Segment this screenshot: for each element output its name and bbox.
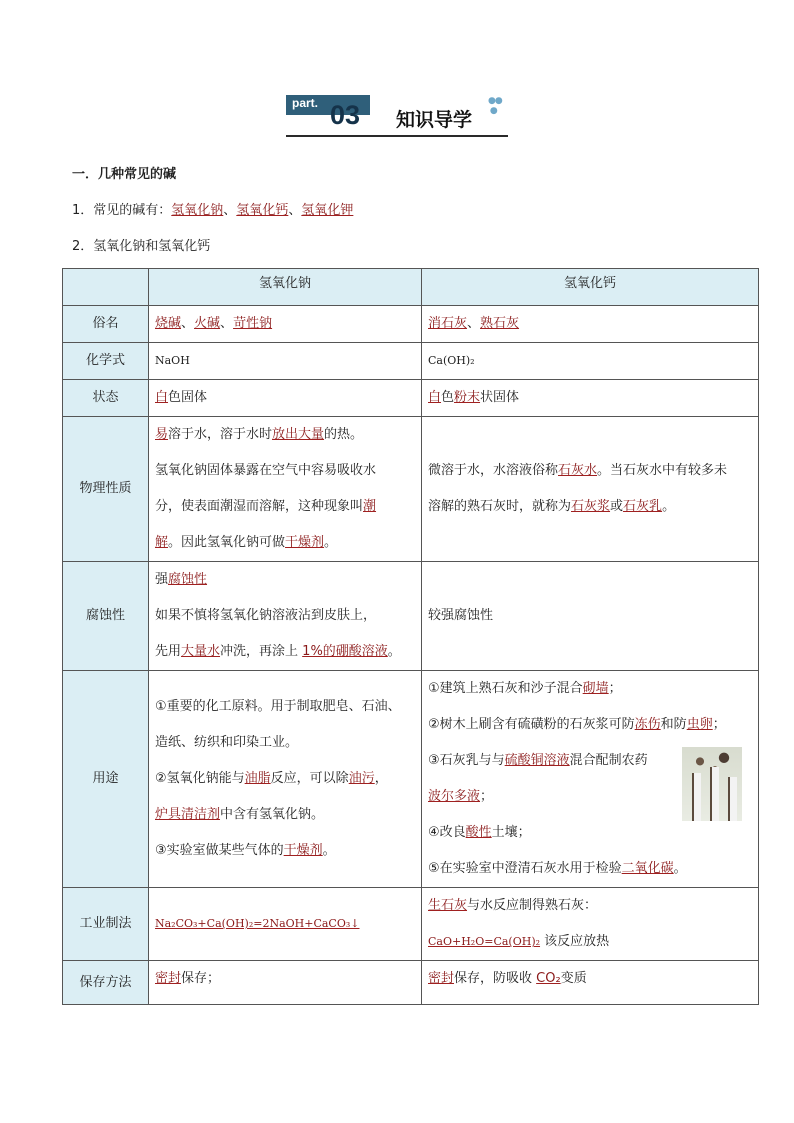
table-cell: 烧碱、火碱、苛性钠 — [149, 306, 422, 343]
table-cell: Na₂CO₃+Ca(OH)₂=2NaOH+CaCO₃↓ — [149, 888, 422, 961]
table-row — [63, 343, 759, 380]
table-cell: NaOH — [149, 343, 422, 380]
table-cell: ①重要的化工原料。用于制取肥皂、石油、 造纸、纺织和印染工业。 ②氢氧化钠能与油脂反应，可以除油污， 炉具清洁剂中含有氢氧化钠。 ③实验室做某些气体的干燥剂。 — [149, 671, 422, 888]
table-cell: 消石灰、熟石灰 — [422, 306, 759, 343]
row-label: 状态 — [63, 380, 149, 417]
col-header-caoh2: 氢氧化钙 — [422, 269, 759, 306]
row-label: 用途 — [63, 671, 149, 888]
comparison-table — [62, 268, 759, 1005]
col-header-naoh: 氢氧化钠 — [149, 269, 422, 306]
row-label: 保存方法 — [63, 961, 149, 1005]
row-label: 俗名 — [63, 306, 149, 343]
table-cell: 密封保存，防吸收 CO₂变质 — [422, 961, 759, 1005]
table-row — [63, 306, 759, 343]
header-empty — [63, 269, 149, 306]
part-label: part. — [292, 96, 319, 110]
table-cell: 白色粉末状固体 — [422, 380, 759, 417]
row-label: 腐蚀性 — [63, 562, 149, 671]
section-header — [286, 95, 508, 137]
table-row — [63, 888, 759, 961]
list-line-1: 1．常见的碱有：氢氧化钠、氢氧化钙、氢氧化钾 — [72, 203, 354, 218]
table-cell: 微溶于水，水溶液俗称石灰水。当石灰水中有较多未 溶解的熟石灰时，就称为石灰浆或石灰乳。 — [422, 417, 759, 562]
table-cell: ①建筑上熟石灰和沙子混合砌墙； ②树木上刷含有硫磺粉的石灰浆可防冻伤和防虫卵； ③石灰乳与与硫酸铜溶液混合配制农药 波尔多液； ④改良酸性土壤； ⑤在实验室中澄清石灰水用于检验二氧化碳。 — [422, 671, 759, 888]
tree-photo-icon — [682, 747, 742, 821]
header-underline — [286, 135, 508, 137]
table-row — [63, 380, 759, 417]
table-cell: 强腐蚀性 如果不慎将氢氧化钠溶液沾到皮肤上， 先用大量水冲洗，再涂上 1%的硼酸溶液。 — [149, 562, 422, 671]
row-label: 物理性质 — [63, 417, 149, 562]
table-cell: 白色固体 — [149, 380, 422, 417]
table-cell: 生石灰与水反应制得熟石灰： CaO+H₂O=Ca(OH)₂ 该反应放热 — [422, 888, 759, 961]
table-cell: 易溶于水，溶于水时放出大量的热。 氢氧化钠固体暴露在空气中容易吸收水 分，使表面潮湿而溶解，这种现象叫潮 解。因此氢氧化钠可做干燥剂。 — [149, 417, 422, 562]
list-line-2: 2．氢氧化钠和氢氧化钙 — [72, 239, 211, 254]
table-row — [63, 671, 759, 888]
table-cell: 较强腐蚀性 — [422, 562, 759, 671]
row-label: 化学式 — [63, 343, 149, 380]
table-cell: 密封保存； — [149, 961, 422, 1005]
decor-dots-icon: ●● ● — [488, 96, 502, 116]
part-number: 03 — [330, 100, 361, 130]
section-title: 一．几种常见的碱 — [72, 167, 177, 182]
header-title: 知识导学 — [396, 109, 473, 131]
table-cell: Ca(OH)₂ — [422, 343, 759, 380]
row-label: 工业制法 — [63, 888, 149, 961]
table-row — [63, 417, 759, 562]
table-row — [63, 961, 759, 1005]
table-row — [63, 562, 759, 671]
table-row — [63, 269, 759, 306]
